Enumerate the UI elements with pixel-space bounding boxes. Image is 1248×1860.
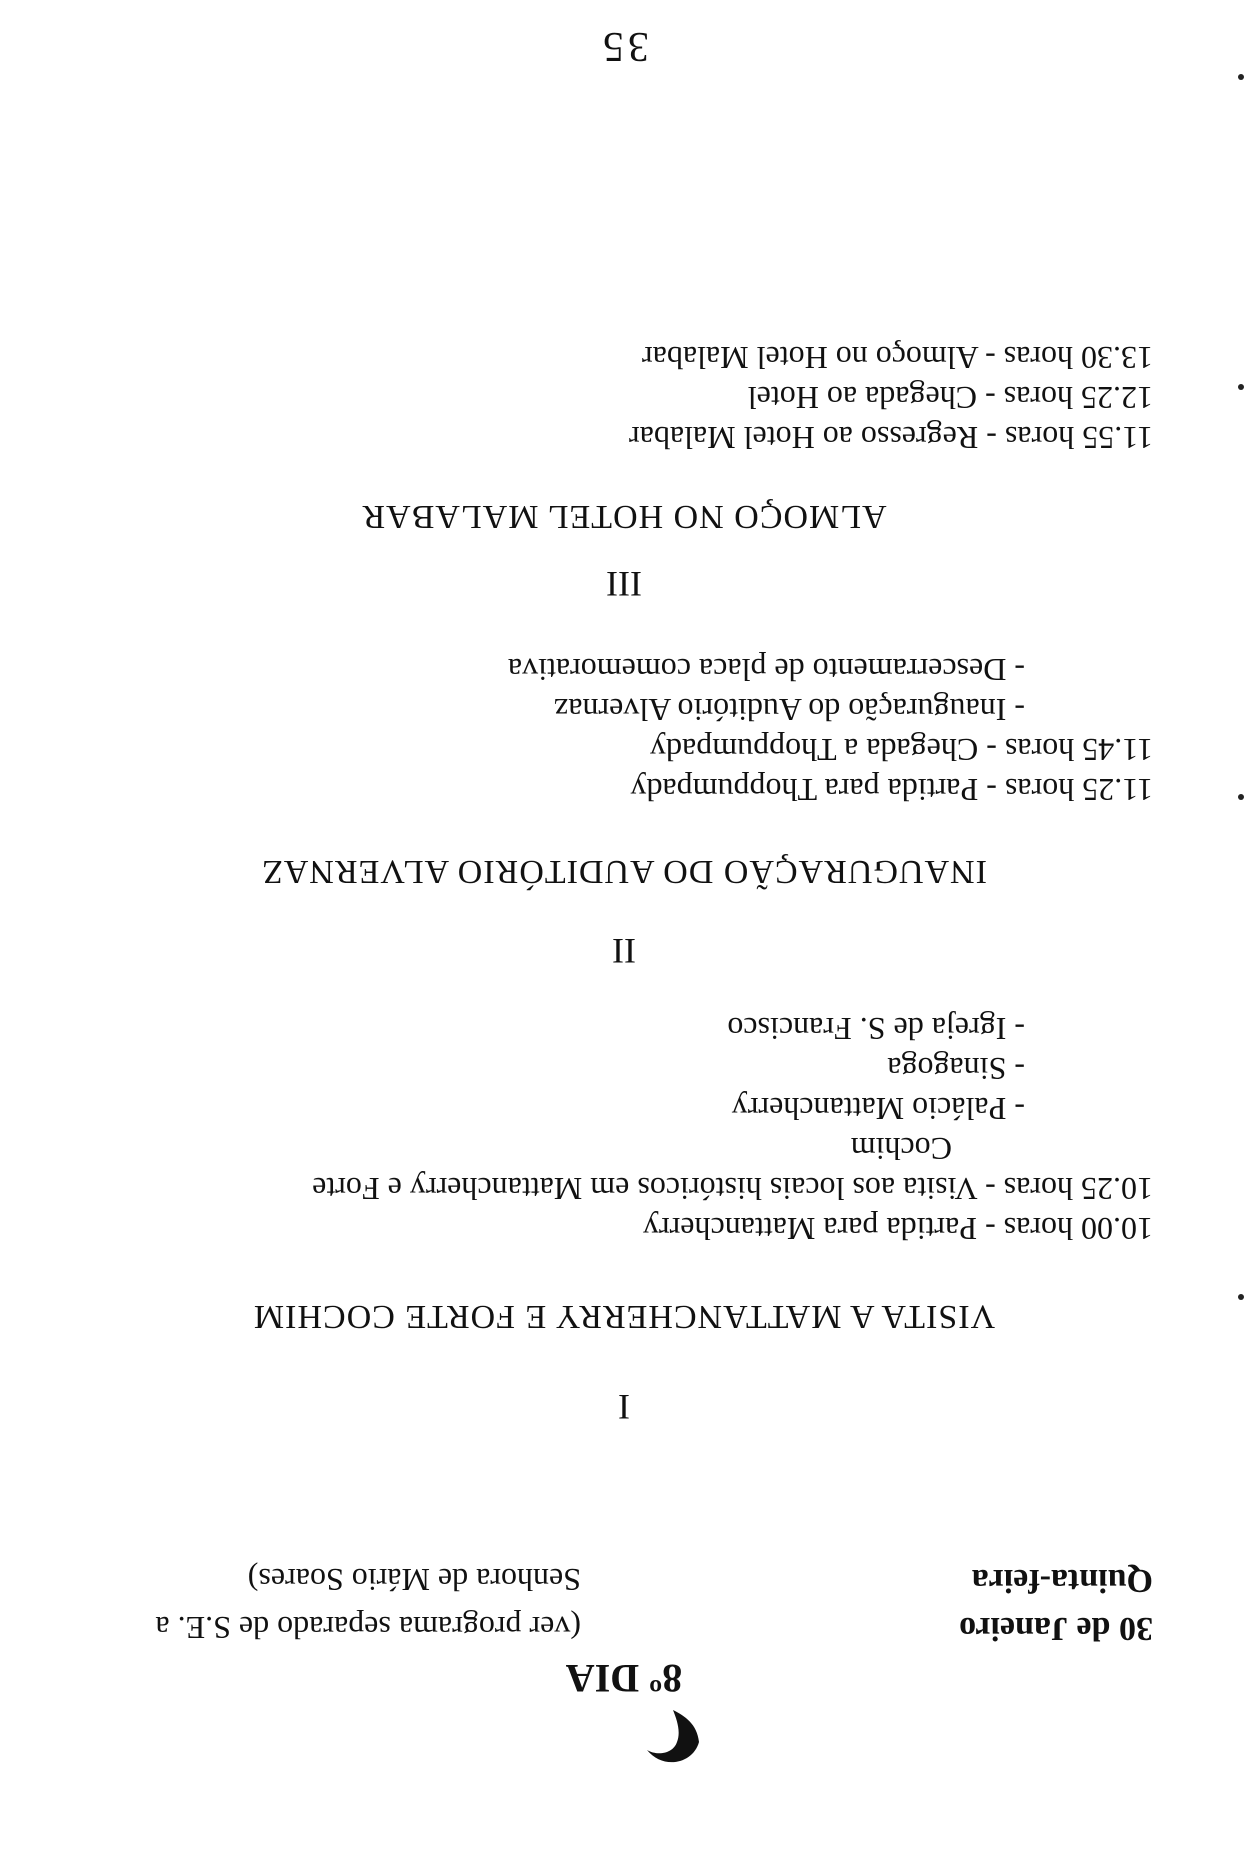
schedule-item: 12.25 horas - Chegada ao Hotel [747,380,1153,416]
date-line: 30 de Janeiro [959,1610,1153,1647]
schedule-item: 11.25 horas - Partida para Thoppumpady [630,772,1153,808]
schedule-subitem: - Igreja de S. Francisco [727,1011,1025,1047]
scan-speck [1238,794,1244,800]
ink-mark-icon [643,1702,703,1772]
schedule-item: 10.00 horas - Partida para Mattancherry [642,1211,1153,1247]
scan-speck [1238,1294,1244,1300]
schedule-item: 10.25 horas - Visita aos locais históricos em Mattancherry e Forte [312,1171,1153,1207]
schedule-subitem: - Inauguração do Auditório Alvernaz [554,692,1025,728]
schedule-item-continuation: Cochim [850,1131,952,1167]
weekday-line: Quinta-feira [971,1562,1153,1599]
note-line-2: Senhora de Mário Soares) [247,1562,581,1598]
page-number: 35 [599,23,649,69]
schedule-item: 11.55 horas - Regresso ao Hotel Malabar [629,420,1153,456]
schedule-subitem: - Palácio Mattancherry [731,1091,1025,1127]
section-title: ALMOÇO NO HOTEL MALABAR [361,498,887,535]
date-block [959,1556,1153,1652]
schedule-item: 11.45 horas - Chegada a Thoppumpady [650,732,1153,768]
schedule-item: 13.30 horas - Almoço no Hotel Malabar [642,340,1153,376]
scan-speck [1238,384,1244,390]
section-number: II [612,931,636,971]
schedule-subitem: - Descerramento de placa comemorativa [507,652,1025,688]
scan-speck [1238,74,1244,80]
section-title: INAUGURAÇÃO DO AUDITÓRIO ALVERNAZ [261,853,987,890]
note-line-1: (ver programa separado de S.E. a [155,1610,581,1646]
section-number: I [618,1387,630,1427]
section-number: III [606,564,642,604]
day-title: 8º DIA [565,1656,683,1701]
program-note [155,1556,581,1652]
schedule-subitem: - Sinagoga [887,1051,1025,1087]
section-title: VISITA A MATTANCHERRY E FORTE COCHIM [252,1298,996,1335]
